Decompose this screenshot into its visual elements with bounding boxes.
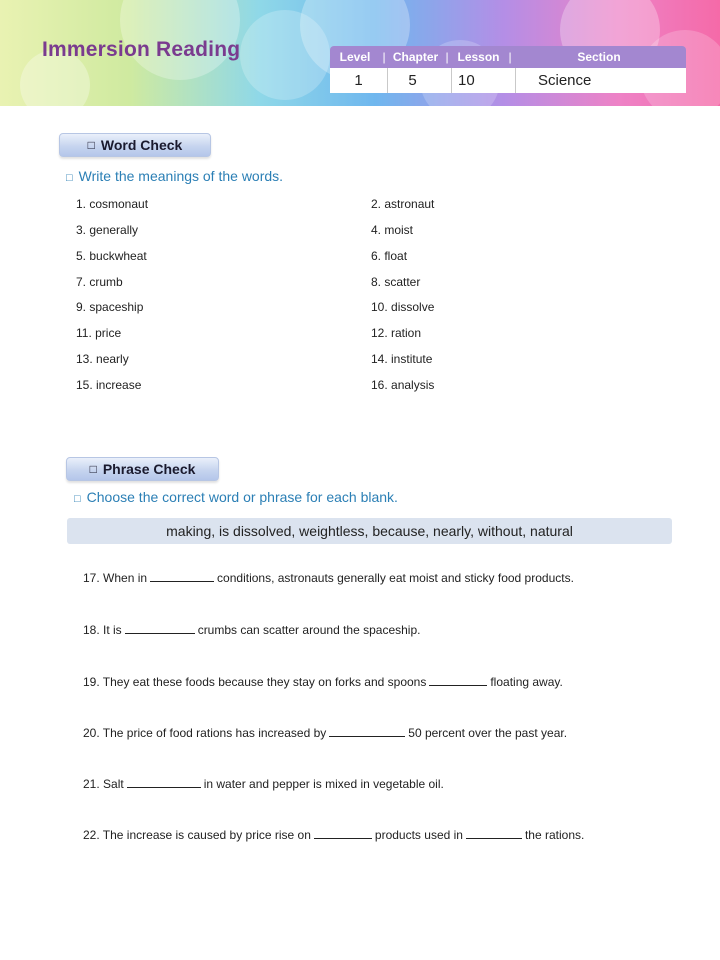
section-value: Science <box>538 72 592 89</box>
bullet-icon: □ <box>87 138 95 152</box>
word-item: 13. nearly <box>76 352 129 366</box>
bullet-icon: □ <box>89 462 97 476</box>
answer-blank[interactable] <box>466 828 522 839</box>
phrase-check-tab <box>66 457 219 481</box>
word-bank: making, is dissolved, weightless, because, nearly, without, natural <box>67 518 672 544</box>
word-item: 5. buckwheat <box>76 249 147 263</box>
chapter-header: Chapter <box>392 50 439 64</box>
phrase-check-title: Phrase Check <box>102 461 196 477</box>
answer-blank[interactable] <box>125 623 195 634</box>
header-banner <box>0 0 720 106</box>
word-item: 8. scatter <box>371 275 421 289</box>
word-item: 14. institute <box>371 352 433 366</box>
answer-blank[interactable] <box>429 675 487 686</box>
bullet-icon: □ <box>66 172 73 184</box>
word-item: 11. price <box>76 326 122 340</box>
word-item: 7. crumb <box>76 275 123 289</box>
word-item: 4. moist <box>371 223 414 237</box>
sentence-17: 17. When in conditions, astronauts generally eat moist and sticky food products. <box>83 571 574 585</box>
word-item: 9. spaceship <box>76 300 144 314</box>
answer-blank[interactable] <box>127 777 201 788</box>
word-check-instruction: □ Write the meanings of the words. <box>66 168 284 184</box>
logo: Immersion Reading <box>42 38 241 61</box>
sentence-19: 19. They eat these foods because they stay on forks and spoons floating away. <box>83 675 563 689</box>
phrase-check-instruction: □ Choose the correct word or phrase for each blank. <box>74 489 398 505</box>
word-item: 1. cosmonaut <box>76 197 149 211</box>
word-item: 3. generally <box>76 223 139 237</box>
word-item: 16. analysis <box>371 378 435 392</box>
word-check-tab <box>59 133 211 157</box>
lesson-value: 10 <box>452 68 516 93</box>
lesson-info-table <box>330 46 686 94</box>
word-check-title: Word Check <box>100 137 183 153</box>
sentence-20: 20. The price of food rations has increased by 50 percent over the past year. <box>83 726 568 740</box>
lesson-info-header: Level | Chapter | Lesson | Section <box>330 46 686 68</box>
level-value: 1 <box>330 68 388 93</box>
word-item: 6. float <box>371 249 408 263</box>
bullet-icon: □ <box>74 493 81 505</box>
sentence-18: 18. It is crumbs can scatter around the spaceship. <box>83 623 421 637</box>
sentence-22: 22. The increase is caused by price rise on products used in the rations. <box>83 828 585 842</box>
lesson-info-values <box>330 68 686 93</box>
level-header: Level <box>339 50 371 64</box>
word-item: 2. astronaut <box>371 197 435 211</box>
sentence-21: 21. Salt in water and pepper is mixed in vegetable oil. <box>83 777 444 791</box>
lesson-header: Lesson <box>457 50 500 64</box>
word-item: 15. increase <box>76 378 142 392</box>
answer-blank[interactable] <box>329 726 405 737</box>
word-item: 10. dissolve <box>371 300 435 314</box>
answer-blank[interactable] <box>150 571 214 582</box>
word-item: 12. ration <box>371 326 422 340</box>
section-header: Section <box>577 50 621 64</box>
chapter-value: 5 <box>388 68 452 93</box>
answer-blank[interactable] <box>314 828 372 839</box>
